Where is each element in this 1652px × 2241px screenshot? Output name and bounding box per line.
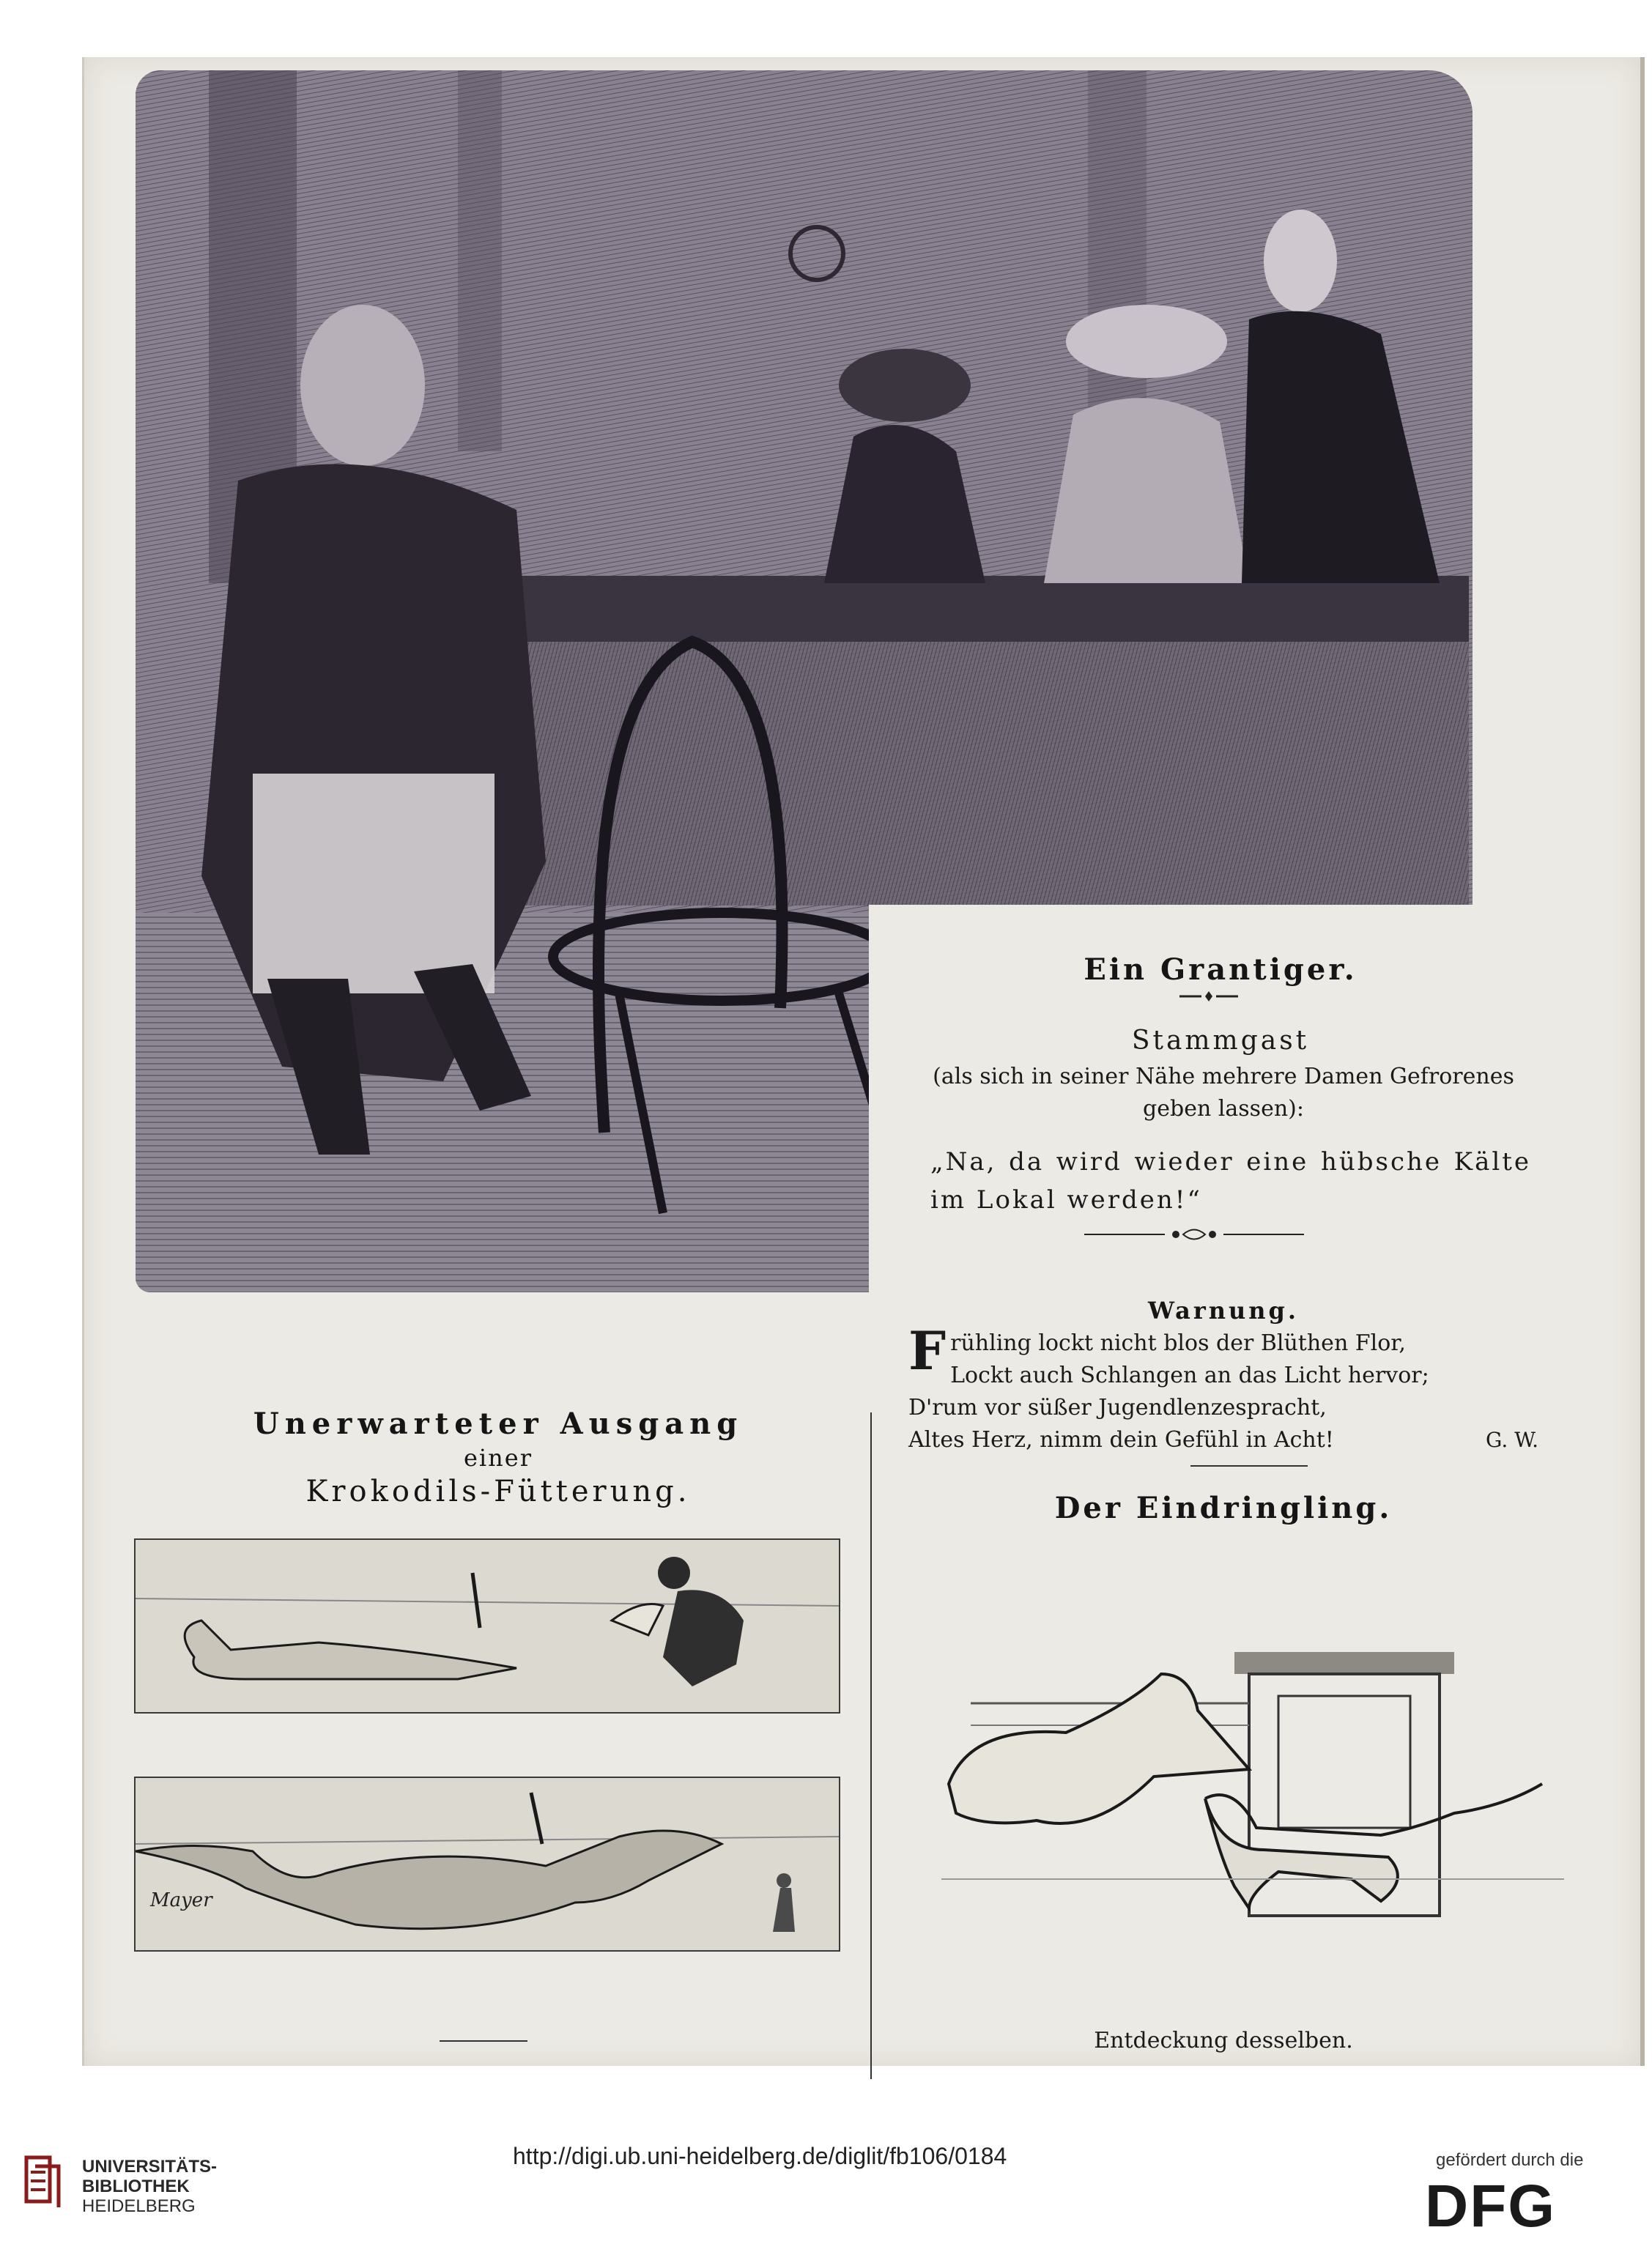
warnung-poem bbox=[908, 1319, 1538, 1456]
grantiger-stage-direction: (als sich in seiner Nähe mehrere Damen Gefrorenes geben lassen): bbox=[933, 1064, 1514, 1122]
ornament-small bbox=[1179, 989, 1238, 1004]
poem-line: Altes Herz, nimm dein Gefühl in Acht! bbox=[908, 1427, 1334, 1453]
eindringling-illustration bbox=[941, 1637, 1564, 2018]
library-name bbox=[82, 2157, 217, 2216]
krokodil-title-block bbox=[132, 1407, 864, 1508]
warnung-title: Warnung. bbox=[1147, 1297, 1300, 1325]
grantiger-title: Ein Grantiger. bbox=[1084, 952, 1357, 987]
library-line2: BIBLIOTHEK bbox=[82, 2177, 190, 2196]
krokodil-title-main: Krokodils-Fütterung. bbox=[305, 1475, 691, 1508]
eindringling-caption: Entdeckung desselben. bbox=[1094, 2028, 1353, 2053]
library-line1: UNIVERSITÄTS- bbox=[82, 2157, 218, 2177]
short-rule bbox=[1190, 1465, 1308, 1467]
grantiger-speaker: Stammgast bbox=[1131, 1026, 1310, 1056]
warnung-signature: G. W. bbox=[1486, 1428, 1538, 1452]
krokodil-panel-bottom bbox=[134, 1777, 840, 1952]
krokodil-title-sub: einer bbox=[463, 1444, 533, 1472]
poem-line: rühling lockt nicht blos der Blüthen Flor, bbox=[950, 1330, 1406, 1356]
warnung-dropcap: F bbox=[908, 1319, 947, 1382]
poem-line: D'rum vor süßer Jugendlenzespracht, bbox=[908, 1395, 1327, 1420]
ornament-divider bbox=[1084, 1223, 1304, 1245]
university-logo-icon bbox=[21, 2150, 67, 2209]
library-line3: HEIDELBERG bbox=[82, 2196, 196, 2216]
eindringling-title: Der Eindringling. bbox=[1054, 1491, 1393, 1525]
permalink-url[interactable]: http://digi.ub.uni-heidelberg.de/diglit/fb106/0184 bbox=[513, 2143, 1007, 2169]
krokodil-title: Unerwarteter Ausgang bbox=[253, 1407, 744, 1441]
funded-by-label: gefördert durch die bbox=[1436, 2150, 1584, 2170]
grantiger-quote: „Na, da wird wieder eine hübsche Kälte im Lokal werden!“ bbox=[930, 1147, 1531, 1215]
poem-line: Lockt auch Schlangen an das Licht hervor; bbox=[950, 1363, 1429, 1388]
column-divider bbox=[870, 1412, 872, 2079]
short-rule-left bbox=[440, 2040, 527, 2042]
dfg-logo: DFG bbox=[1425, 2173, 1557, 2240]
krokodil-panel-top bbox=[134, 1538, 840, 1714]
crocodile-signature: Mayer bbox=[150, 1889, 212, 1911]
